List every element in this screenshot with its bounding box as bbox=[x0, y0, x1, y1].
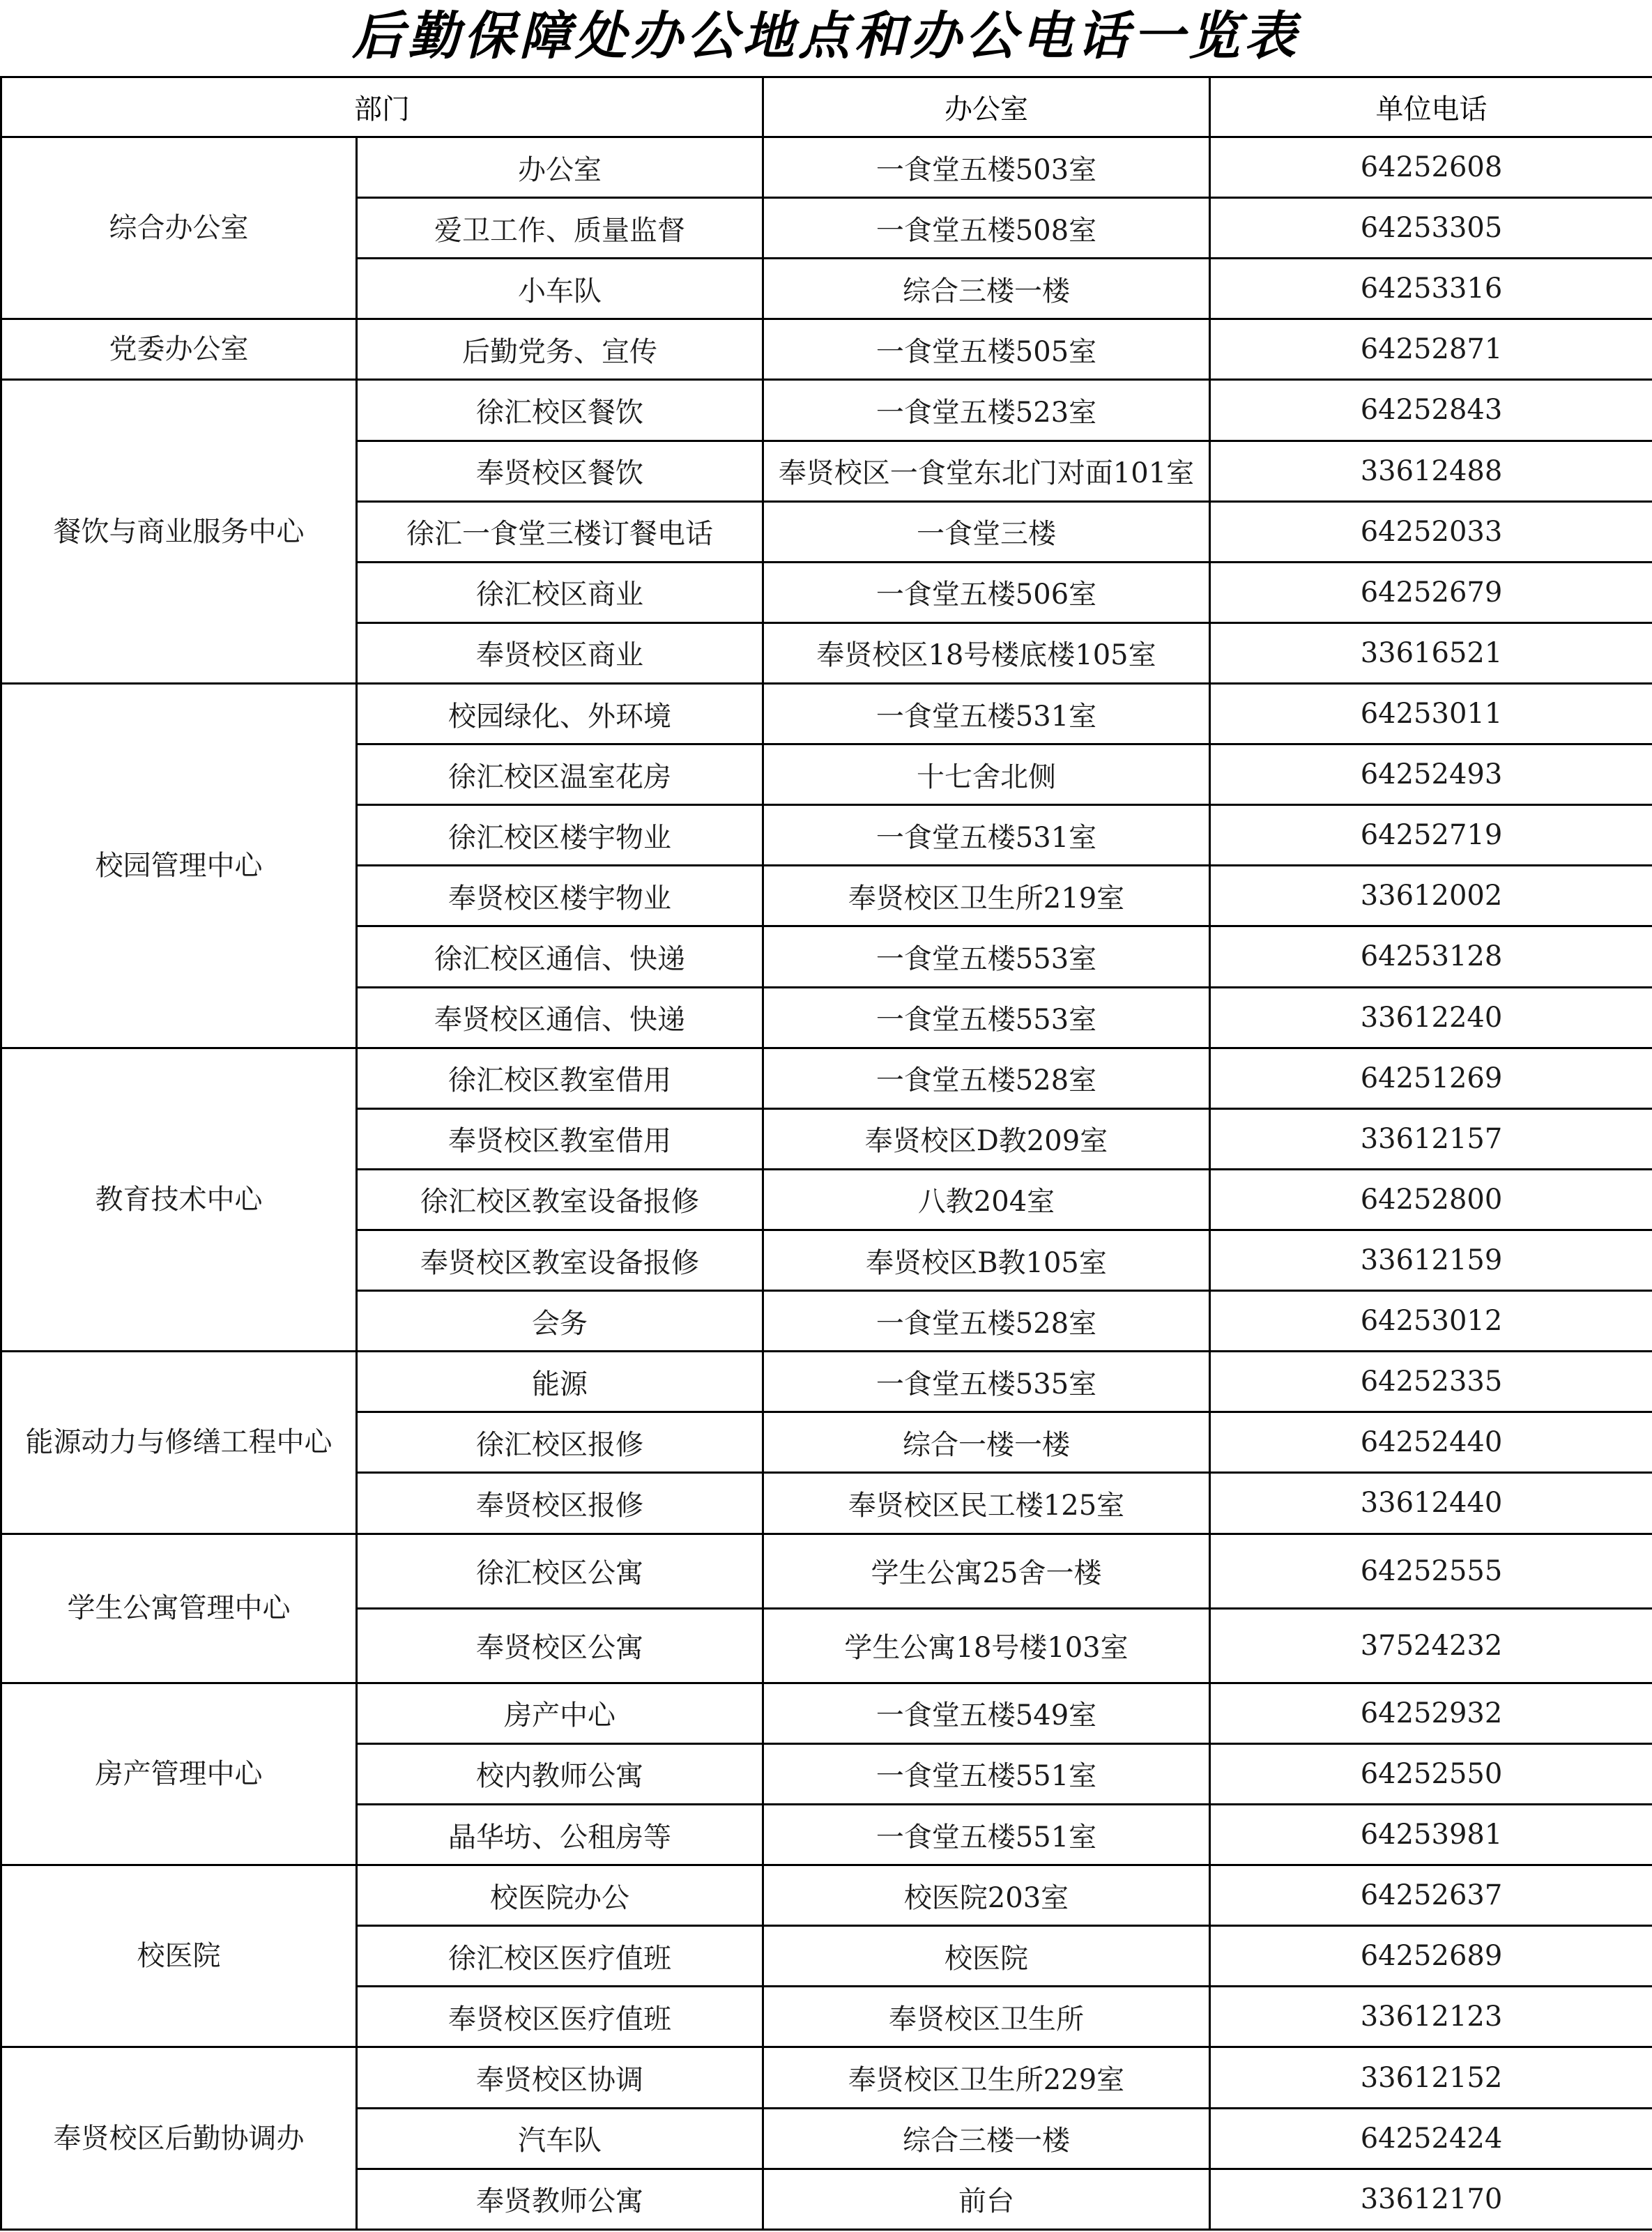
office-location: 一食堂五楼523室 bbox=[763, 380, 1210, 441]
department-name: 学生公寓管理中心 bbox=[1, 1534, 357, 1683]
unit-name: 奉贤校区楼宇物业 bbox=[357, 866, 763, 926]
unit-name: 徐汇校区教室设备报修 bbox=[357, 1169, 763, 1230]
office-location: 一食堂五楼551室 bbox=[763, 1805, 1210, 1865]
office-location: 奉贤校区B教105室 bbox=[763, 1230, 1210, 1290]
phone-number: 33612152 bbox=[1210, 2047, 1652, 2108]
office-location: 一食堂五楼549室 bbox=[763, 1683, 1210, 1743]
phone-number: 64253316 bbox=[1210, 259, 1652, 319]
table-row bbox=[1, 1534, 1652, 1608]
unit-name: 奉贤校区协调 bbox=[357, 2047, 763, 2108]
department-name: 奉贤校区后勤协调办 bbox=[1, 2047, 357, 2230]
phone-number: 37524232 bbox=[1210, 1608, 1652, 1683]
unit-name: 徐汇一食堂三楼订餐电话 bbox=[357, 501, 763, 562]
office-location: 八教204室 bbox=[763, 1169, 1210, 1230]
unit-name: 徐汇校区通信、快递 bbox=[357, 926, 763, 987]
unit-name: 汽车队 bbox=[357, 2108, 763, 2169]
office-location: 一食堂三楼 bbox=[763, 501, 1210, 562]
office-directory-table bbox=[0, 76, 1652, 2231]
phone-number: 64252424 bbox=[1210, 2108, 1652, 2169]
office-location: 一食堂五楼528室 bbox=[763, 1048, 1210, 1108]
unit-name: 徐汇校区楼宇物业 bbox=[357, 805, 763, 866]
unit-name: 奉贤教师公寓 bbox=[357, 2169, 763, 2229]
table-row bbox=[1, 2047, 1652, 2108]
department-name: 校医院 bbox=[1, 1865, 357, 2047]
office-location: 综合一楼一楼 bbox=[763, 1412, 1210, 1473]
table-row bbox=[1, 380, 1652, 441]
phone-number: 33612240 bbox=[1210, 987, 1652, 1048]
header-department: 部门 bbox=[1, 77, 763, 137]
office-location: 一食堂五楼553室 bbox=[763, 926, 1210, 987]
phone-number: 33612157 bbox=[1210, 1108, 1652, 1169]
unit-name: 校内教师公寓 bbox=[357, 1743, 763, 1804]
office-location: 一食堂五楼528室 bbox=[763, 1291, 1210, 1352]
table-row bbox=[1, 1683, 1652, 1743]
office-location: 一食堂五楼503室 bbox=[763, 137, 1210, 198]
unit-name: 后勤党务、宣传 bbox=[357, 319, 763, 380]
department-name: 综合办公室 bbox=[1, 137, 357, 319]
office-location: 一食堂五楼531室 bbox=[763, 805, 1210, 866]
office-location: 一食堂五楼508室 bbox=[763, 198, 1210, 259]
unit-name: 徐汇校区医疗值班 bbox=[357, 1926, 763, 1987]
office-location: 奉贤校区民工楼125室 bbox=[763, 1473, 1210, 1534]
office-location: 校医院203室 bbox=[763, 1865, 1210, 1926]
department-name: 校园管理中心 bbox=[1, 683, 357, 1048]
phone-number: 64252800 bbox=[1210, 1169, 1652, 1230]
office-location: 十七舍北侧 bbox=[763, 744, 1210, 805]
phone-number: 64253128 bbox=[1210, 926, 1652, 987]
table-row bbox=[1, 683, 1652, 744]
phone-number: 33612123 bbox=[1210, 1987, 1652, 2047]
office-location: 奉贤校区18号楼底楼105室 bbox=[763, 622, 1210, 683]
department-name: 党委办公室 bbox=[1, 319, 357, 380]
office-location: 奉贤校区D教209室 bbox=[763, 1108, 1210, 1169]
office-location: 综合三楼一楼 bbox=[763, 259, 1210, 319]
office-location: 一食堂五楼551室 bbox=[763, 1743, 1210, 1804]
phone-number: 64253012 bbox=[1210, 1291, 1652, 1352]
phone-number: 64253305 bbox=[1210, 198, 1652, 259]
unit-name: 房产中心 bbox=[357, 1683, 763, 1743]
unit-name: 徐汇校区报修 bbox=[357, 1412, 763, 1473]
phone-number: 64253981 bbox=[1210, 1805, 1652, 1865]
office-location: 一食堂五楼553室 bbox=[763, 987, 1210, 1048]
unit-name: 办公室 bbox=[357, 137, 763, 198]
unit-name: 徐汇校区公寓 bbox=[357, 1534, 763, 1608]
department-name: 房产管理中心 bbox=[1, 1683, 357, 1865]
unit-name: 奉贤校区医疗值班 bbox=[357, 1987, 763, 2047]
office-location: 一食堂五楼531室 bbox=[763, 683, 1210, 744]
page-title: 后勤保障处办公地点和办公电话一览表 bbox=[352, 6, 1300, 66]
unit-name: 会务 bbox=[357, 1291, 763, 1352]
phone-number: 64252555 bbox=[1210, 1534, 1652, 1608]
office-location: 一食堂五楼535室 bbox=[763, 1352, 1210, 1412]
phone-number: 64252719 bbox=[1210, 805, 1652, 866]
department-name: 教育技术中心 bbox=[1, 1048, 357, 1352]
phone-number: 64252335 bbox=[1210, 1352, 1652, 1412]
phone-number: 64253011 bbox=[1210, 683, 1652, 744]
table-row bbox=[1, 1048, 1652, 1108]
phone-number: 33612002 bbox=[1210, 866, 1652, 926]
unit-name: 奉贤校区报修 bbox=[357, 1473, 763, 1534]
phone-number: 64252440 bbox=[1210, 1412, 1652, 1473]
table-row bbox=[1, 1352, 1652, 1412]
unit-name: 小车队 bbox=[357, 259, 763, 319]
phone-number: 33612159 bbox=[1210, 1230, 1652, 1290]
office-location: 奉贤校区卫生所229室 bbox=[763, 2047, 1210, 2108]
phone-number: 33612440 bbox=[1210, 1473, 1652, 1534]
unit-name: 奉贤校区餐饮 bbox=[357, 441, 763, 501]
table-row bbox=[1, 1865, 1652, 1926]
phone-number: 64252493 bbox=[1210, 744, 1652, 805]
header-office: 办公室 bbox=[763, 77, 1210, 137]
department-name: 餐饮与商业服务中心 bbox=[1, 380, 357, 684]
phone-number: 33616521 bbox=[1210, 622, 1652, 683]
phone-number: 33612488 bbox=[1210, 441, 1652, 501]
table-row bbox=[1, 137, 1652, 198]
office-location: 一食堂五楼505室 bbox=[763, 319, 1210, 380]
unit-name: 徐汇校区商业 bbox=[357, 562, 763, 622]
phone-number: 64252033 bbox=[1210, 501, 1652, 562]
office-location: 学生公寓18号楼103室 bbox=[763, 1608, 1210, 1683]
phone-number: 64252679 bbox=[1210, 562, 1652, 622]
phone-number: 64252608 bbox=[1210, 137, 1652, 198]
unit-name: 奉贤校区教室借用 bbox=[357, 1108, 763, 1169]
office-location: 综合三楼一楼 bbox=[763, 2108, 1210, 2169]
phone-number: 64252932 bbox=[1210, 1683, 1652, 1743]
unit-name: 奉贤校区教室设备报修 bbox=[357, 1230, 763, 1290]
department-name: 能源动力与修缮工程中心 bbox=[1, 1352, 357, 1534]
unit-name: 爱卫工作、质量监督 bbox=[357, 198, 763, 259]
phone-number: 64252689 bbox=[1210, 1926, 1652, 1987]
unit-name: 徐汇校区温室花房 bbox=[357, 744, 763, 805]
unit-name: 奉贤校区公寓 bbox=[357, 1608, 763, 1683]
unit-name: 校园绿化、外环境 bbox=[357, 683, 763, 744]
unit-name: 徐汇校区教室借用 bbox=[357, 1048, 763, 1108]
phone-number: 64252871 bbox=[1210, 319, 1652, 380]
phone-number: 64252637 bbox=[1210, 1865, 1652, 1926]
unit-name: 能源 bbox=[357, 1352, 763, 1412]
phone-number: 64251269 bbox=[1210, 1048, 1652, 1108]
header-phone: 单位电话 bbox=[1210, 77, 1652, 137]
phone-number: 33612170 bbox=[1210, 2169, 1652, 2229]
phone-number: 64252550 bbox=[1210, 1743, 1652, 1804]
office-location: 奉贤校区卫生所219室 bbox=[763, 866, 1210, 926]
office-location: 学生公寓25舍一楼 bbox=[763, 1534, 1210, 1608]
directory-body bbox=[1, 137, 1652, 2230]
unit-name: 晶华坊、公租房等 bbox=[357, 1805, 763, 1865]
unit-name: 奉贤校区商业 bbox=[357, 622, 763, 683]
unit-name: 徐汇校区餐饮 bbox=[357, 380, 763, 441]
office-location: 一食堂五楼506室 bbox=[763, 562, 1210, 622]
office-location: 校医院 bbox=[763, 1926, 1210, 1987]
unit-name: 奉贤校区通信、快递 bbox=[357, 987, 763, 1048]
office-location: 前台 bbox=[763, 2169, 1210, 2229]
office-location: 奉贤校区一食堂东北门对面101室 bbox=[763, 441, 1210, 501]
unit-name: 校医院办公 bbox=[357, 1865, 763, 1926]
header-row bbox=[1, 77, 1652, 137]
phone-number: 64252843 bbox=[1210, 380, 1652, 441]
table-row bbox=[1, 319, 1652, 380]
office-location: 奉贤校区卫生所 bbox=[763, 1987, 1210, 2047]
